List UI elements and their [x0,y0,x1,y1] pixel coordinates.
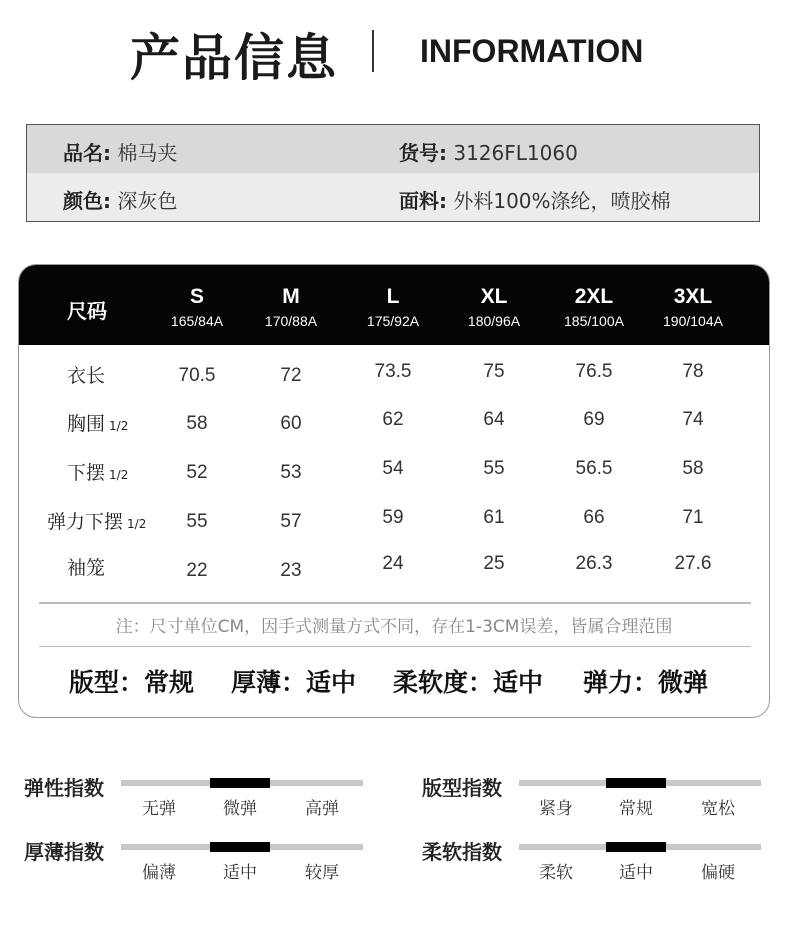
size-table-card [18,264,770,718]
table-cell: 66 [583,507,605,528]
table-cell: 24 [382,553,404,574]
table-cell: 75 [483,361,505,382]
index-option: 无弹 [142,799,176,819]
info-name [63,137,177,166]
row-label [67,361,109,388]
table-cell: 26.3 [575,553,613,574]
table-cell: 55 [186,511,208,532]
attribute-thickness: 厚薄：适中 [231,668,357,697]
index-title-fit: 版型指数 [422,776,502,800]
table-cell: 74 [682,409,704,430]
index-option: 高弹 [305,799,339,819]
row-label [47,507,146,534]
index-option: 微弹 [223,799,257,819]
table-row [19,450,769,498]
index-option: 宽松 [701,799,735,819]
size-column-m [236,285,346,329]
size-column-2xl [539,285,649,329]
size-spec: 170/88A [264,313,318,329]
measurement-note: 注：尺寸单位CM，因手式测量方式不同，存在1-3CM误差，皆属合理范围 [115,617,673,637]
row-label-text: 袖笼 [67,557,106,579]
row-label-text: 弹力下摆 [47,511,124,533]
size-spec: 185/100A [564,313,624,329]
product-info-box [26,124,760,222]
table-cell: 61 [483,507,505,528]
table-cell: 60 [280,413,302,434]
size-name: XL [480,285,508,308]
size-spec: 165/84A [170,313,224,329]
index-option: 适中 [619,863,653,883]
size-column-l [338,285,448,329]
index-marker [606,778,666,788]
index-marker [210,842,270,852]
size-table-header [19,265,769,345]
table-cell: 56.5 [575,458,613,479]
index-option: 较厚 [305,863,339,883]
table-cell: 64 [483,409,505,430]
table-row [19,353,769,401]
title-divider [372,30,374,72]
index-option: 适中 [223,863,257,883]
table-cell: 55 [483,458,505,479]
table-cell: 27.6 [674,553,712,574]
row-label-text: 下摆 [67,462,106,484]
info-row [27,125,759,173]
table-cell: 53 [280,462,302,483]
info-label: 品名: [63,141,111,165]
table-cell: 54 [382,458,404,479]
size-name: M [282,285,300,308]
row-label [67,409,128,436]
index-option: 柔软 [539,863,573,883]
info-item-number [399,137,578,166]
index-option: 常规 [619,799,653,819]
index-title-elasticity: 弹性指数 [24,776,104,800]
table-cell: 58 [682,458,704,479]
size-column-xl [439,285,549,329]
info-label: 货号: [399,141,447,165]
size-name: L [386,285,400,308]
row-label-text: 衣长 [67,365,106,387]
divider [39,602,751,604]
index-option: 偏硬 [701,863,735,883]
index-title-softness: 柔软指数 [422,840,502,864]
info-value: 3126FL1060 [453,141,578,165]
table-cell: 69 [583,409,605,430]
divider [39,646,751,647]
index-marker [210,778,270,788]
index-option: 偏薄 [142,863,176,883]
table-cell: 23 [280,560,302,581]
size-column-3xl [638,285,748,329]
row-label-half: 1/2 [109,468,129,482]
size-name: 3XL [673,285,713,308]
table-cell: 73.5 [374,361,412,382]
index-option: 紧身 [539,799,573,819]
table-cell: 59 [382,507,404,528]
info-label: 颜色: [63,189,111,213]
index-title-thickness: 厚薄指数 [24,840,104,864]
row-label-half: 1/2 [109,419,129,433]
row-label-half: 1/2 [127,517,147,531]
table-cell: 57 [280,511,302,532]
table-row [19,401,769,449]
size-name: S [189,285,204,308]
attribute-fit: 版型：常规 [69,668,195,697]
row-label [67,458,128,485]
page-title: 产品信息 [130,29,338,87]
table-cell: 52 [186,462,208,483]
size-spec: 180/96A [467,313,521,329]
info-color [63,185,177,214]
info-fabric [399,185,671,214]
table-cell: 78 [682,361,704,382]
info-row [27,173,759,221]
table-cell: 58 [186,413,208,434]
table-cell: 22 [186,560,208,581]
table-cell: 72 [280,365,302,386]
attribute-softness: 柔软度：适中 [393,668,544,697]
attribute-elasticity: 弹力：微弹 [583,668,709,697]
info-value: 外料100%涤纶，喷胶棉 [453,189,671,213]
table-cell: 62 [382,409,404,430]
size-spec: 175/92A [366,313,420,329]
info-value: 棉马夹 [117,141,178,165]
size-name: 2XL [574,285,614,308]
table-cell: 25 [483,553,505,574]
table-row [19,548,769,596]
size-spec: 190/104A [663,313,723,329]
index-marker [606,842,666,852]
info-label: 面料: [399,189,447,213]
table-row [19,499,769,547]
table-cell: 70.5 [178,365,216,386]
page-subtitle: INFORMATION [420,33,644,69]
row-label-text: 胸围 [67,413,106,435]
row-label [67,553,109,580]
table-cell: 71 [682,507,704,528]
info-value: 深灰色 [117,189,178,213]
size-header-label: 尺码 [67,299,107,323]
table-cell: 76.5 [575,361,613,382]
